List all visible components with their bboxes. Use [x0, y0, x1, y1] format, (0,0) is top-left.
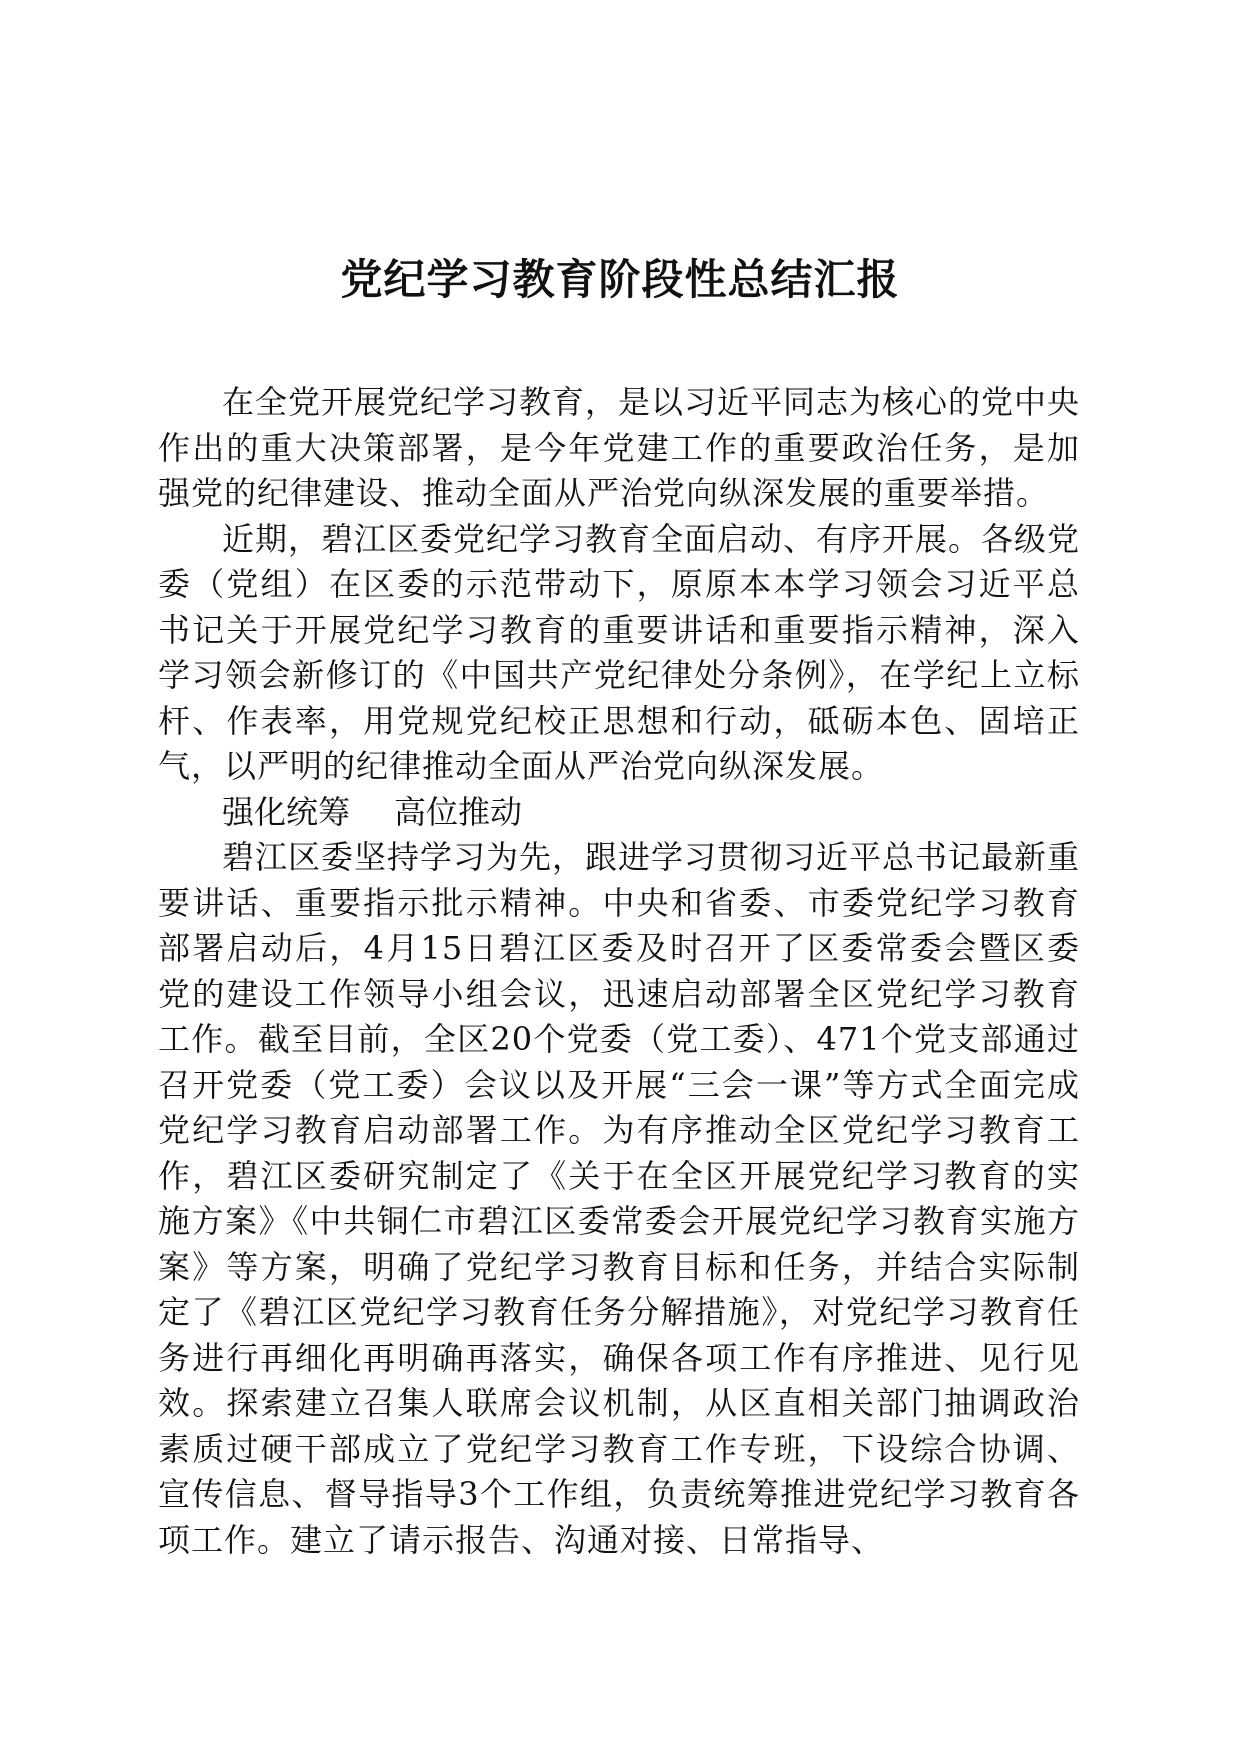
- section-heading-part2: 高位推动: [394, 792, 523, 831]
- paragraph-intro: 在全党开展党纪学习教育，是以习近平同志为核心的党中央作出的重大决策部署，是今年党建工作的重要政治任务，是加强党的纪律建设、推动全面从严治党向纵深发展的重要举措。: [158, 383, 1081, 512]
- section-heading: [158, 790, 1080, 836]
- paragraph-section-body: 碧江区委坚持学习为先，跟进学习贯彻习近平总书记最新重要讲话、重要指示批示精神。中央和省委、市委党纪学习教育部署启动后，4月15日碧江区委及时召开了区委常委会暨区委党的建设工作领导小组会议，迅速启动部署全区党纪学习教育工作。截至目前，全区20个党委（党工委）、471个党支部通过召开党委（党工委）会议以及开展“三会一课”等方式全面完成党纪学习教育启动部署工作。为有序推动全区党纪学习教育工作，碧江区委研究制定了《关于在全区开展党纪学习教育的实施方案》《中共铜仁市碧江区委常委会开展党纪学习教育实施方案》等方案，明确了党纪学习教育目标和任务，并结合实际制定了《碧江区党纪学习教育任务分解措施》，对党纪学习教育任务进行再细化再明确再落实，确保各项工作有序推进、见行见效。探索建立召集人联席会议机制，从区直相关部门抽调政治素质过硬干部成立了党纪学习教育工作专班，下设综合协调、宣传信息、督导指导3个工作组，负责统筹推进党纪学习教育各项工作。建立了请示报告、沟通对接、日常指导、: [158, 838, 1081, 1559]
- document-title: 党纪学习教育阶段性总结汇报: [340, 255, 900, 304]
- document-body: [158, 380, 1080, 1563]
- paragraph-recent: 近期，碧江区委党纪学习教育全面启动、有序开展。各级党委（党组）在区委的示范带动下，原原本本学习领会习近平总书记关于开展党纪学习教育的重要讲话和重要指示精神，深入学习领会新修订的《中国共产党纪律处分条例》，在学纪上立标杆、作表率，用党规党纪校正思想和行动，砥砺本色、固培正气，以严明的纪律推动全面从严治党向纵深发展。: [158, 519, 1081, 785]
- section-heading-part1: 强化统筹: [222, 792, 351, 831]
